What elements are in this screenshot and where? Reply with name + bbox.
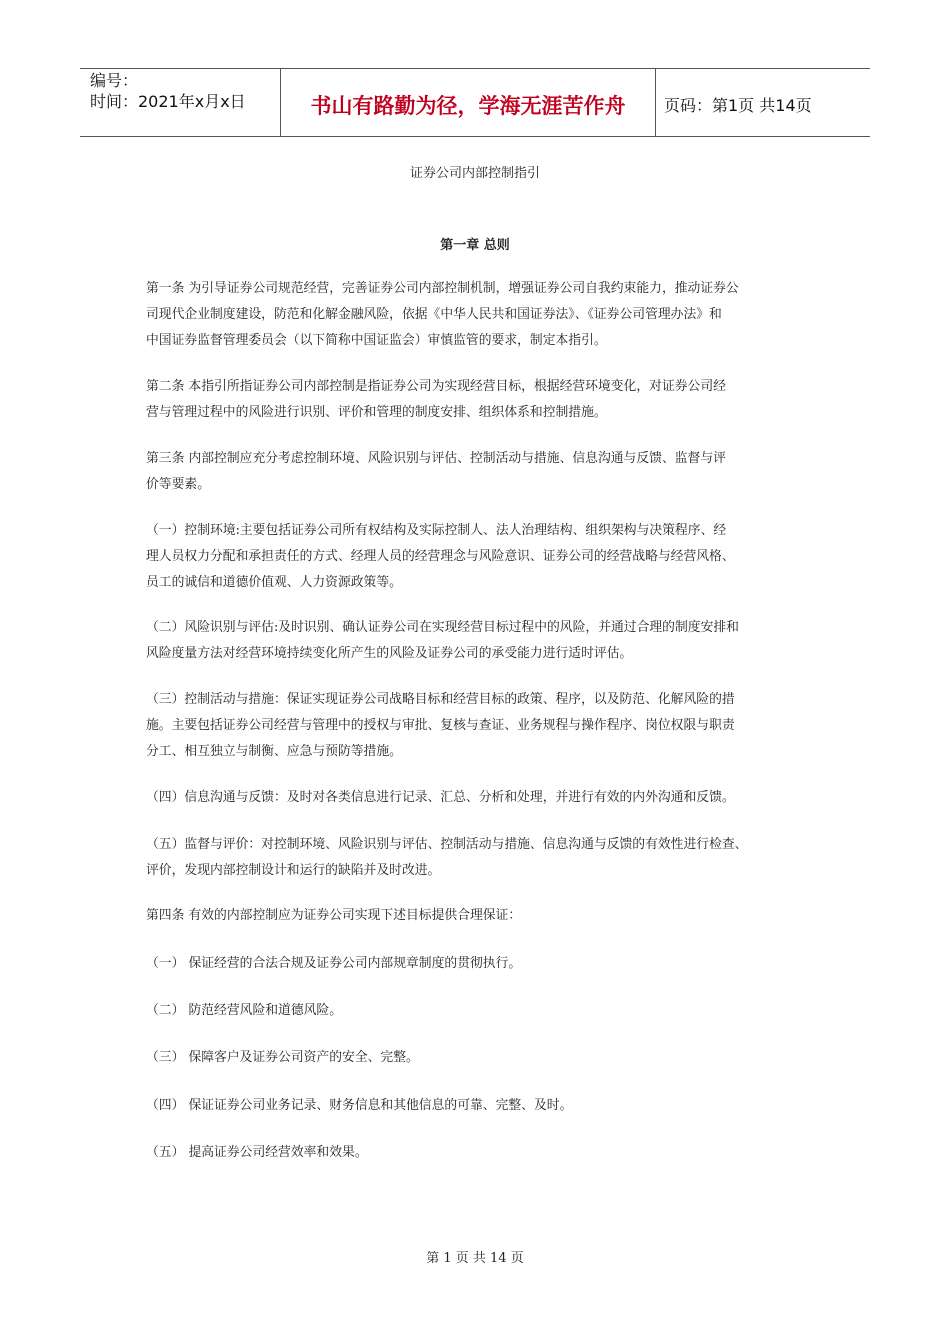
text-line: 评价，发现内部控制设计和运行的缺陷并及时改进。 bbox=[146, 863, 441, 878]
page-footer: 第 1 页 共 14 页 bbox=[426, 1251, 524, 1266]
text-line: （三）控制活动与措施：保证实现证券公司战略目标和经营目标的政策、程序，以及防范、化解风险的措 bbox=[146, 692, 735, 707]
time-label: 时间：2021年x月x日 bbox=[90, 92, 246, 111]
text-line: 营与管理过程中的风险进行识别、评价和管理的制度安排、组织体系和控制措施。 bbox=[146, 405, 607, 420]
item-information-communication bbox=[146, 785, 735, 811]
text-line: 第一条 为引导证券公司规范经营，完善证券公司内部控制机制，增强证券公司自我约束能力，推动证券公 bbox=[146, 281, 739, 296]
document-title: 证券公司内部控制指引 bbox=[409, 166, 540, 181]
number-label: 编号： bbox=[90, 71, 139, 90]
text-line: （一） 保证经营的合法合规及证券公司内部规章制度的贯彻执行。 bbox=[146, 956, 522, 971]
text-line: 第三条 内部控制应充分考虑控制环境、风险识别与评估、控制活动与措施、信息沟通与反馈、监督与评 bbox=[146, 451, 726, 466]
header-meta bbox=[90, 70, 246, 112]
text-line: 理人员权力分配和承担责任的方式、经理人员的经营理念与风险意识、证券公司的经营战略与经营风格、 bbox=[146, 549, 735, 564]
text-line: 中国证券监督管理委员会（以下简称中国证监会）审慎监管的要求，制定本指引。 bbox=[146, 333, 607, 348]
header-page-info: 页码：第1页 共14页 bbox=[664, 96, 812, 115]
text-line: 价等要素。 bbox=[146, 477, 210, 492]
text-line: （一）控制环境:主要包括证券公司所有权结构及实际控制人、法人治理结构、组织架构与决策程序、经 bbox=[146, 523, 727, 538]
goal-item-4 bbox=[146, 1093, 572, 1119]
item-control-environment bbox=[146, 518, 735, 596]
text-line: 司现代企业制度建设，防范和化解金融风险，依据《中华人民共和国证券法》、《证券公司管理办法》和 bbox=[146, 307, 722, 322]
article-3 bbox=[146, 446, 726, 498]
article-4 bbox=[146, 903, 521, 929]
article-2 bbox=[146, 374, 726, 426]
text-line: （二） 防范经营风险和道德风险。 bbox=[146, 1003, 343, 1018]
header-top-rule bbox=[80, 68, 870, 69]
header-divider-right bbox=[655, 68, 656, 136]
text-line: （四）信息沟通与反馈：及时对各类信息进行记录、汇总、分析和处理，并进行有效的内外沟通和反馈。 bbox=[146, 790, 735, 805]
text-line: 员工的诚信和道德价值观、人力资源政策等。 bbox=[146, 575, 402, 590]
text-line: 施。主要包括证券公司经营与管理中的授权与审批、复核与查证、业务规程与操作程序、岗位权限与职责 bbox=[146, 718, 735, 733]
text-line: 第二条 本指引所指证券公司内部控制是指证券公司为实现经营目标，根据经营环境变化，对证券公司经 bbox=[146, 379, 726, 394]
item-monitoring bbox=[146, 832, 747, 884]
goal-item-5 bbox=[146, 1140, 368, 1166]
item-control-activities bbox=[146, 687, 735, 765]
chapter-heading: 第一章 总则 bbox=[440, 238, 510, 253]
header-motto: 书山有路勤为径，学海无涯苦作舟 bbox=[310, 94, 626, 118]
goal-item-1 bbox=[146, 951, 521, 977]
item-risk-assessment bbox=[146, 615, 739, 667]
article-1 bbox=[146, 276, 739, 354]
text-line: 分工、相互独立与制衡、应急与预防等措施。 bbox=[146, 744, 402, 759]
text-line: （四） 保证证券公司业务记录、财务信息和其他信息的可靠、完整、及时。 bbox=[146, 1098, 573, 1113]
goal-item-2 bbox=[146, 998, 342, 1024]
text-line: （五） 提高证券公司经营效率和效果。 bbox=[146, 1145, 368, 1160]
text-line: （二）风险识别与评估:及时识别、确认证券公司在实现经营目标过程中的风险，并通过合理的制度安排和 bbox=[146, 620, 739, 635]
text-line: 风险度量方法对经营环境持续变化所产生的风险及证券公司的承受能力进行适时评估。 bbox=[146, 646, 633, 661]
text-line: （三） 保障客户及证券公司资产的安全、完整。 bbox=[146, 1050, 419, 1065]
goal-item-3 bbox=[146, 1045, 419, 1071]
text-line: （五）监督与评价：对控制环境、风险识别与评估、控制活动与措施、信息沟通与反馈的有效性进行检查、 bbox=[146, 837, 748, 852]
text-line: 第四条 有效的内部控制应为证券公司实现下述目标提供合理保证： bbox=[146, 908, 522, 923]
header-bottom-rule bbox=[80, 136, 870, 137]
